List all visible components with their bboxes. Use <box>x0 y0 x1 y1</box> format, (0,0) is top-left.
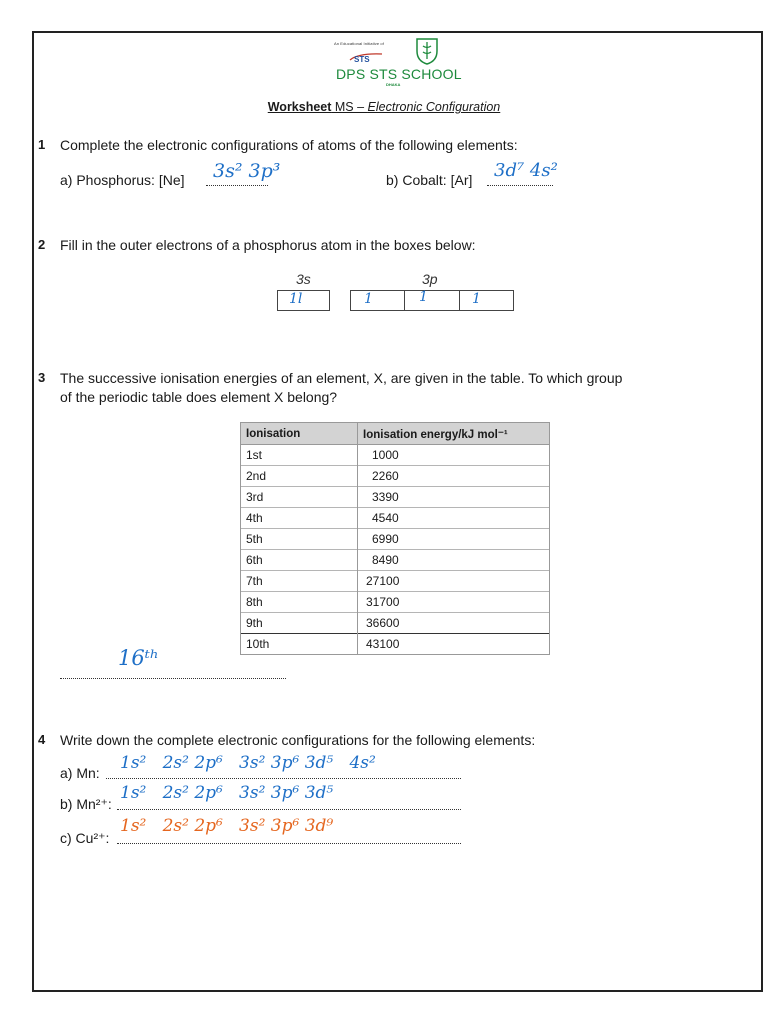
energy-cell: 36600 <box>358 613 550 634</box>
orbital-3p-2-electron: 1 <box>419 289 428 305</box>
orbital-label-3s: 3s <box>296 271 311 287</box>
column-header-ionisation: Ionisation <box>241 423 358 445</box>
table-row <box>241 592 550 613</box>
q1-number: 1 <box>38 137 46 152</box>
table-row <box>241 508 550 529</box>
school-subtitle: DHAKA <box>386 82 401 87</box>
orbital-box-3p-3 <box>459 290 514 311</box>
title-bold: Worksheet <box>267 100 332 114</box>
logo-tagline: An Educational Initiative of <box>334 41 384 46</box>
energy-cell: 3390 <box>358 487 550 508</box>
orbital-box-3s <box>277 290 330 311</box>
table-row <box>241 445 550 466</box>
orbital-label-3p: 3p <box>422 271 438 287</box>
orbital-3p-3-electron: 1 <box>472 291 481 307</box>
ionisation-cell: 2nd <box>241 466 358 487</box>
ionisation-cell: 7th <box>241 571 358 592</box>
orbital-3s-electrons: 1l <box>289 291 303 307</box>
ionisation-cell: 8th <box>241 592 358 613</box>
q4a-label: a) Mn: <box>60 765 100 781</box>
ionisation-cell: 5th <box>241 529 358 550</box>
energy-cell: 27100 <box>358 571 550 592</box>
q2-number: 2 <box>38 237 46 252</box>
orbital-3p-1-electron: 1 <box>364 291 373 307</box>
title-italic: Electronic Configuration <box>367 100 501 114</box>
sts-mark-text: STS <box>354 55 370 63</box>
table-row <box>241 487 550 508</box>
q3-text-line1: The successive ionisation energies of an element, X, are given in the table. To which group <box>60 370 623 386</box>
school-crest-icon <box>415 37 439 65</box>
table-row <box>241 613 550 634</box>
q1b-label: b) Cobalt: [Ar] <box>386 172 473 188</box>
energy-cell: 1000 <box>358 445 550 466</box>
q4c-label: c) Cu²⁺: <box>60 830 110 846</box>
sts-logo-icon <box>348 50 384 62</box>
q1-text: Complete the electronic configurations of atoms of the following elements: <box>60 137 518 153</box>
q2-text: Fill in the outer electrons of a phosphorus atom in the boxes below: <box>60 237 476 253</box>
table-row <box>241 529 550 550</box>
ionisation-cell: 6th <box>241 550 358 571</box>
table-row <box>241 634 550 655</box>
energy-cell: 43100 <box>358 634 550 655</box>
ionisation-cell: 9th <box>241 613 358 634</box>
q1a-answer: 3s² 3p³ <box>213 160 281 182</box>
title-plain: MS – <box>331 100 368 114</box>
table-row <box>241 466 550 487</box>
q4-number: 4 <box>38 732 46 747</box>
ionisation-cell: 4th <box>241 508 358 529</box>
ionisation-cell: 1st <box>241 445 358 466</box>
q4b-answer-line <box>117 808 461 810</box>
energy-cell: 8490 <box>358 550 550 571</box>
q3-answer: 16ᵗʰ <box>118 646 159 670</box>
q3-answer-line <box>60 677 286 679</box>
q4a-answer-line <box>106 777 461 779</box>
school-name: DPS STS SCHOOL <box>336 66 462 82</box>
q4b-answer: 1s² 2s² 2p⁶ 3s² 3p⁶ 3d⁵ <box>120 783 334 803</box>
q4b-label: b) Mn²⁺: <box>60 796 112 812</box>
q4a-answer: 1s² 2s² 2p⁶ 3s² 3p⁶ 3d⁵ 4s² <box>120 753 376 773</box>
q1a-label: a) Phosphorus: [Ne] <box>60 172 185 188</box>
ionisation-cell: 3rd <box>241 487 358 508</box>
q4-text: Write down the complete electronic configurations for the following elements: <box>60 732 536 748</box>
ionisation-energy-table <box>240 422 550 655</box>
q1b-answer-line <box>487 184 553 186</box>
q1a-answer-line <box>206 184 268 186</box>
orbital-box-3p-2 <box>404 290 460 311</box>
q3-text-line2: of the periodic table does element X belong? <box>60 389 338 405</box>
table-row <box>241 550 550 571</box>
energy-cell: 4540 <box>358 508 550 529</box>
table-header-row <box>241 423 550 445</box>
q3-number: 3 <box>38 370 46 385</box>
q4c-answer-line <box>117 842 461 844</box>
q1b-answer: 3d⁷ 4s² <box>494 160 558 181</box>
q4c-answer: 1s² 2s² 2p⁶ 3s² 3p⁶ 3d⁹ <box>120 816 334 836</box>
table-row <box>241 571 550 592</box>
energy-cell: 6990 <box>358 529 550 550</box>
energy-cell: 31700 <box>358 592 550 613</box>
worksheet-title <box>0 100 768 114</box>
column-header-energy: Ionisation energy/kJ mol⁻¹ <box>358 423 550 445</box>
ionisation-cell: 10th <box>241 634 358 655</box>
orbital-box-3p-1 <box>350 290 405 311</box>
energy-cell: 2260 <box>358 466 550 487</box>
